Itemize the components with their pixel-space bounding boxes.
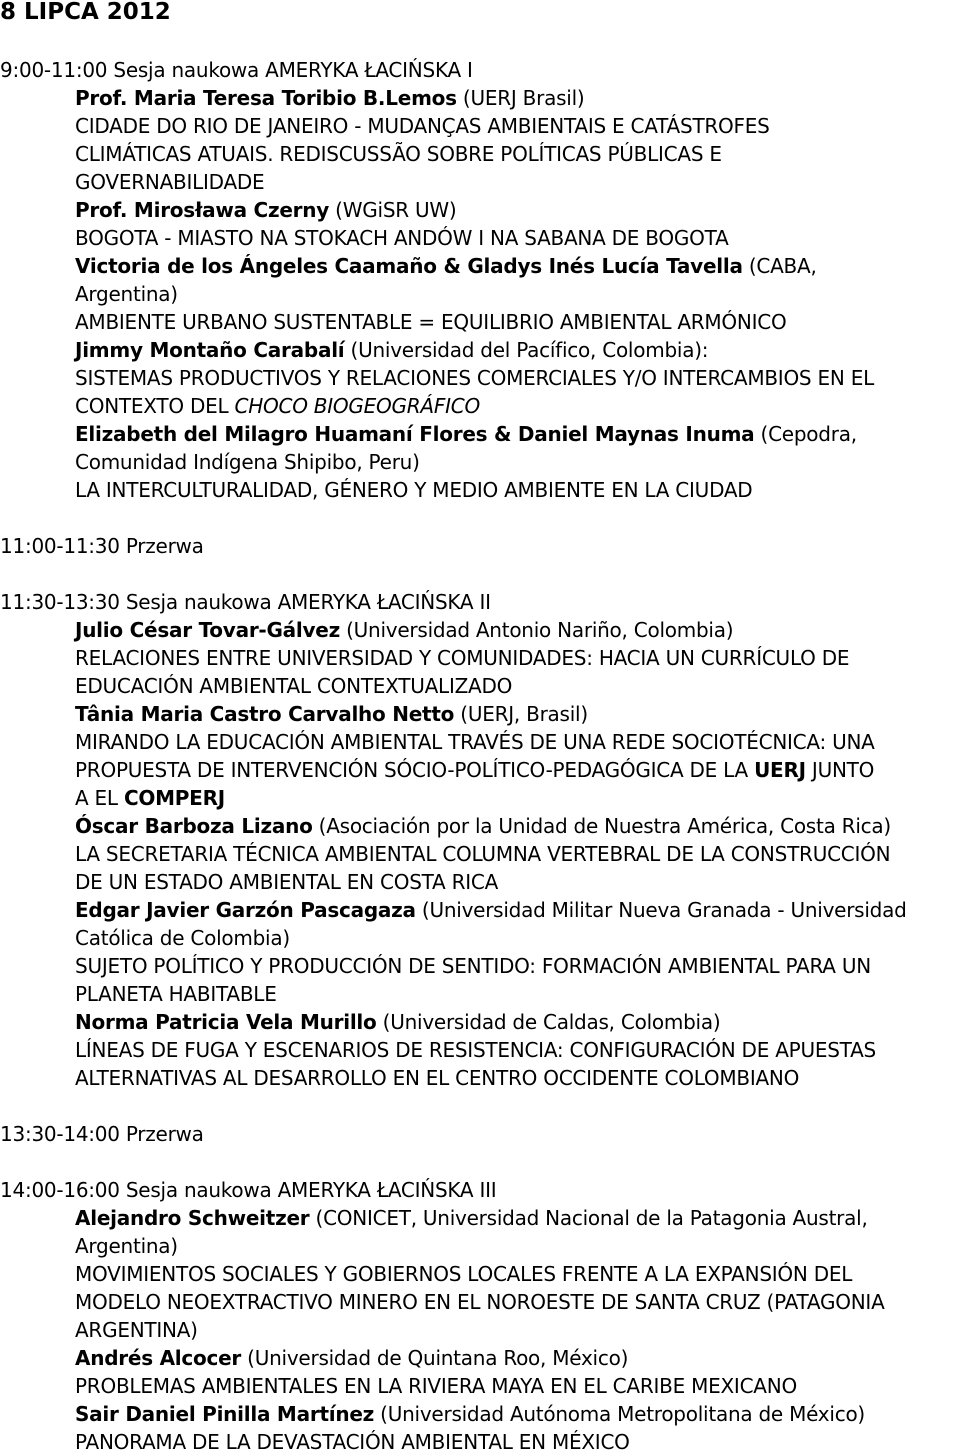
session-3-header: 14:00-16:00 Sesja naukowa AMERYKA ŁACIŃSKA III <box>0 1178 497 1202</box>
speaker-name: Julio César Tovar-Gálvez <box>75 618 340 642</box>
talk-title-text: A EL <box>75 786 124 810</box>
session-1-speaker-1 <box>75 84 584 112</box>
speaker-affiliation: (Universidad Autónoma Metropolitana de México) <box>374 1402 865 1426</box>
talk-title-line: CIDADE DO RIO DE JANEIRO - MUDANÇAS AMBIENTAIS E CATÁSTROFES <box>75 114 770 138</box>
speaker-affiliation: (Universidad Militar Nueva Granada - Universidad <box>415 898 907 922</box>
talk-title-line: PANORAMA DE LA DEVASTACIÓN AMBIENTAL EN MÉXICO <box>75 1430 630 1454</box>
talk-title-line: ARGENTINA) <box>75 1318 198 1342</box>
session-3-speaker-1 <box>75 1204 868 1232</box>
talk-title-text: CONTEXTO DEL <box>75 394 235 418</box>
speaker-affiliation: (CONICET, Universidad Nacional de la Patagonia Austral, <box>309 1206 868 1230</box>
talk-title-line <box>75 784 225 812</box>
session-1-speaker-2 <box>75 196 456 224</box>
session-2-speaker-4 <box>75 896 907 924</box>
talk-title-line: SISTEMAS PRODUCTIVOS Y RELACIONES COMERCIALES Y/O INTERCAMBIOS EN EL <box>75 366 874 390</box>
speaker-affiliation-cont: Argentina) <box>75 1234 178 1258</box>
talk-title-italic: CHOCO BIOGEOGRÁFICO <box>234 394 480 418</box>
talk-title-line: AMBIENTE URBANO SUSTENTABLE = EQUILIBRIO AMBIENTAL ARMÓNICO <box>75 310 787 334</box>
speaker-name: Jimmy Montaño Carabalí <box>75 338 345 362</box>
session-1-speaker-3 <box>75 252 817 280</box>
talk-title-bold: COMPERJ <box>123 786 225 810</box>
session-3-speaker-3 <box>75 1400 865 1428</box>
break-2: 13:30-14:00 Przerwa <box>0 1122 204 1146</box>
speaker-affiliation: (Asociación por la Unidad de Nuestra América, Costa Rica) <box>312 814 891 838</box>
talk-title-line: RELACIONES ENTRE UNIVERSIDAD Y COMUNIDADES: HACIA UN CURRÍCULO DE <box>75 646 850 670</box>
talk-title-line: PROBLEMAS AMBIENTALES EN LA RIVIERA MAYA EN EL CARIBE MEXICANO <box>75 1374 797 1398</box>
speaker-name: Óscar Barboza Lizano <box>75 814 313 838</box>
speaker-affiliation: (WGiSR UW) <box>329 198 457 222</box>
speaker-name: Edgar Javier Garzón Pascagaza <box>75 898 416 922</box>
talk-title-line <box>75 392 480 420</box>
speaker-affiliation-cont: Argentina) <box>75 282 178 306</box>
break-1: 11:00-11:30 Przerwa <box>0 534 204 558</box>
speaker-name: Elizabeth del Milagro Huamaní Flores & Daniel Maynas Inuma <box>75 422 755 446</box>
talk-title-line <box>75 756 874 784</box>
talk-title-text: PROPUESTA DE INTERVENCIÓN SÓCIO-POLÍTICO-PEDAGÓGICA DE LA <box>75 758 755 782</box>
talk-title-bold: UERJ <box>754 758 806 782</box>
session-3-speaker-2 <box>75 1344 628 1372</box>
session-2-speaker-1 <box>75 616 733 644</box>
talk-title-line: CLIMÁTICAS ATUAIS. REDISCUSSÃO SOBRE POLÍTICAS PÚBLICAS E <box>75 142 722 166</box>
speaker-name: Sair Daniel Pinilla Martínez <box>75 1402 375 1426</box>
speaker-name: Victoria de los Ángeles Caamaño & Gladys Inés Lucía Tavella <box>75 254 743 278</box>
talk-title-line: MIRANDO LA EDUCACIÓN AMBIENTAL TRAVÉS DE UNA REDE SOCIOTÉCNICA: UNA <box>75 730 875 754</box>
speaker-affiliation: (Universidad de Quintana Roo, México) <box>241 1346 629 1370</box>
speaker-affiliation-cont: Católica de Colombia) <box>75 926 290 950</box>
talk-title-line: MODELO NEOEXTRACTIVO MINERO EN EL NOROESTE DE SANTA CRUZ (PATAGONIA <box>75 1290 885 1314</box>
session-2-speaker-5 <box>75 1008 720 1036</box>
speaker-name: Norma Patricia Vela Murillo <box>75 1010 377 1034</box>
speaker-affiliation: (Universidad de Caldas, Colombia) <box>376 1010 721 1034</box>
talk-title-line: LÍNEAS DE FUGA Y ESCENARIOS DE RESISTENCIA: CONFIGURACIÓN DE APUESTAS <box>75 1038 876 1062</box>
talk-title-line: BOGOTA - MIASTO NA STOKACH ANDÓW I NA SABANA DE BOGOTA <box>75 226 729 250</box>
talk-title-line: EDUCACIÓN AMBIENTAL CONTEXTUALIZADO <box>75 674 513 698</box>
talk-title-line: MOVIMIENTOS SOCIALES Y GOBIERNOS LOCALES FRENTE A LA EXPANSIÓN DEL <box>75 1262 853 1286</box>
talk-title-line: DE UN ESTADO AMBIENTAL EN COSTA RICA <box>75 870 499 894</box>
session-2-speaker-2 <box>75 700 588 728</box>
talk-title-line: PLANETA HABITABLE <box>75 982 277 1006</box>
speaker-name: Alejandro Schweitzer <box>75 1206 310 1230</box>
speaker-name: Prof. Maria Teresa Toribio B.Lemos <box>75 86 457 110</box>
speaker-affiliation-cont: Comunidad Indígena Shipibo, Peru) <box>75 450 420 474</box>
talk-title-line: ALTERNATIVAS AL DESARROLLO EN EL CENTRO OCCIDENTE COLOMBIANO <box>75 1066 800 1090</box>
speaker-name: Andrés Alcocer <box>75 1346 242 1370</box>
session-1-speaker-4 <box>75 336 708 364</box>
speaker-affiliation: (CABA, <box>742 254 817 278</box>
speaker-affiliation: (Universidad Antonio Nariño, Colombia) <box>340 618 734 642</box>
speaker-name: Tânia Maria Castro Carvalho Netto <box>75 702 455 726</box>
date-heading: 8 LIPCA 2012 <box>0 0 171 25</box>
session-1-speaker-5 <box>75 420 857 448</box>
session-2-speaker-3 <box>75 812 891 840</box>
session-1-header: 9:00-11:00 Sesja naukowa AMERYKA ŁACIŃSKA I <box>0 58 473 82</box>
speaker-affiliation: (Cepodra, <box>754 422 857 446</box>
speaker-affiliation: (UERJ Brasil) <box>456 86 585 110</box>
talk-title-line: GOVERNABILIDADE <box>75 170 265 194</box>
talk-title-text: JUNTO <box>805 758 875 782</box>
speaker-affiliation: (Universidad del Pacífico, Colombia): <box>344 338 709 362</box>
talk-title-line: LA INTERCULTURALIDAD, GÉNERO Y MEDIO AMBIENTE EN LA CIUDAD <box>75 478 753 502</box>
session-2-header: 11:30-13:30 Sesja naukowa AMERYKA ŁACIŃSKA II <box>0 590 491 614</box>
talk-title-line: LA SECRETARIA TÉCNICA AMBIENTAL COLUMNA VERTEBRAL DE LA CONSTRUCCIÓN <box>75 842 891 866</box>
speaker-name: Prof. Mirosława Czerny <box>75 198 330 222</box>
talk-title-line: SUJETO POLÍTICO Y PRODUCCIÓN DE SENTIDO: FORMACIÓN AMBIENTAL PARA UN <box>75 954 871 978</box>
speaker-affiliation: (UERJ, Brasil) <box>454 702 588 726</box>
